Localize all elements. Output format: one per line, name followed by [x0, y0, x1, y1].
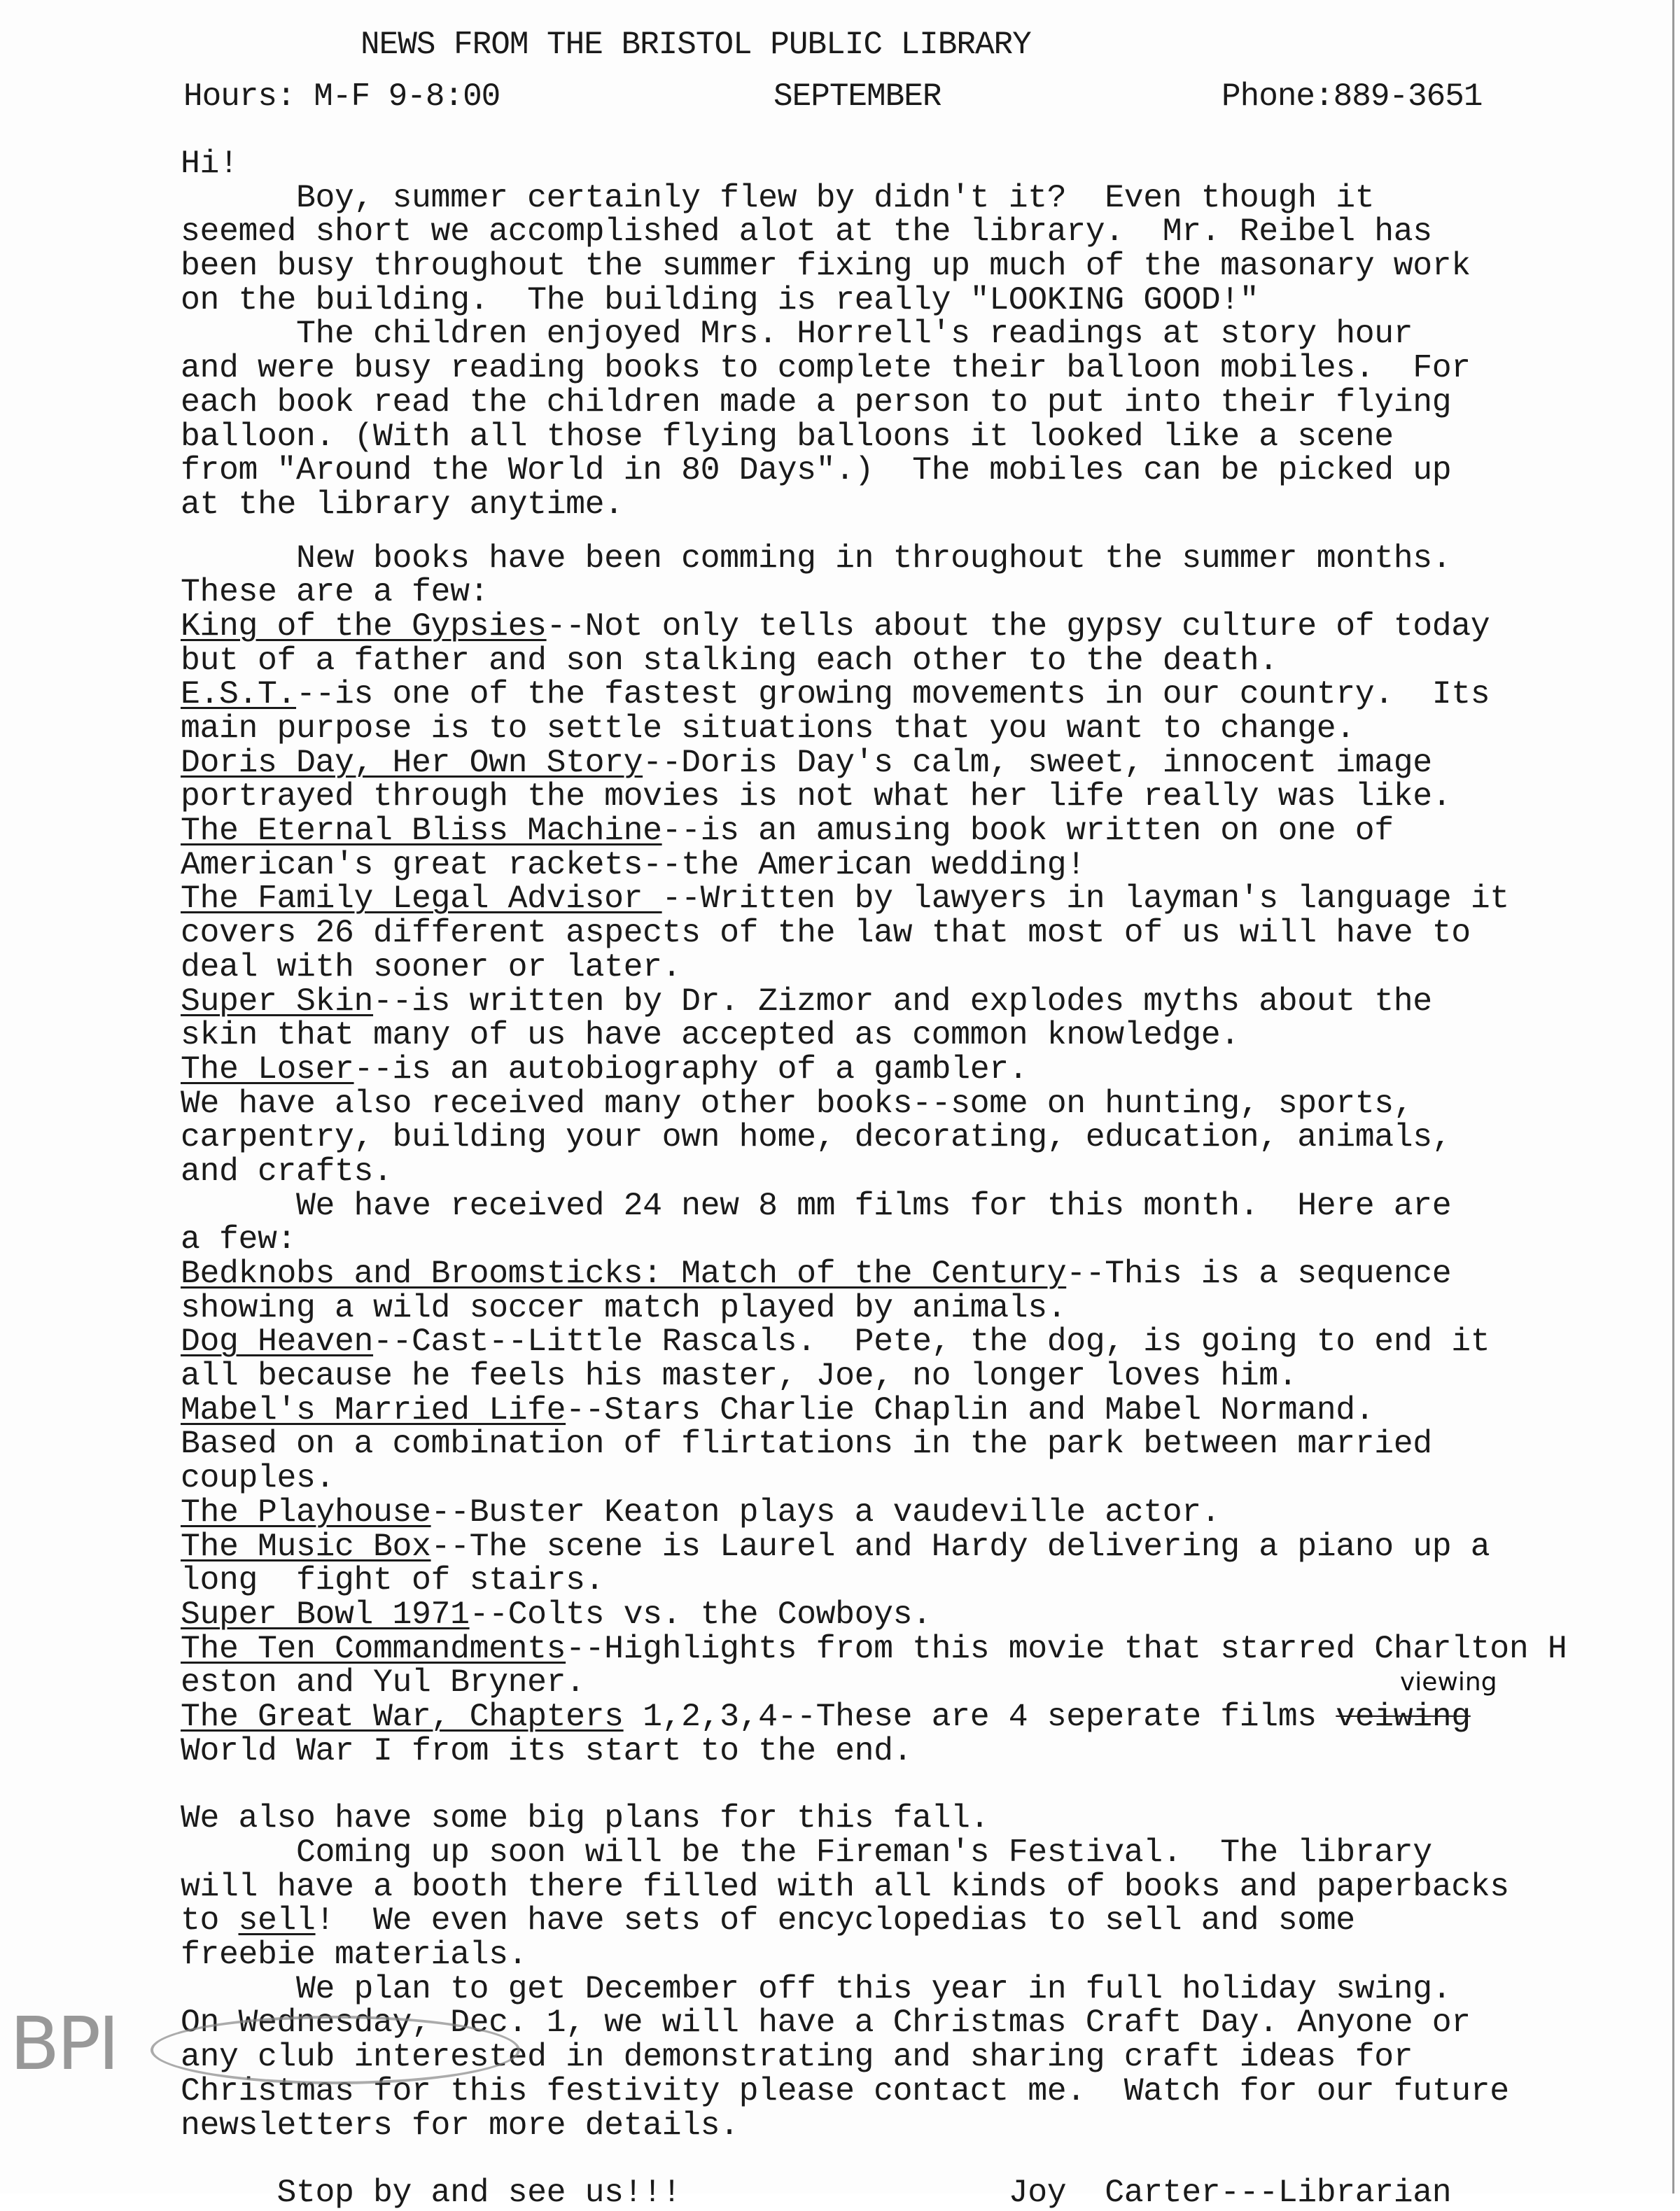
line-text: ! We even have sets of encyclopedias to sell and some [315, 1902, 1355, 1939]
text-line [181, 1595, 1665, 1633]
line-text: --Stars Charlie Chaplin and Mabel Normand. [566, 1391, 1375, 1429]
text-line [181, 1629, 1665, 1667]
line-text: --Doris Day's calm, sweet, innocent image [643, 743, 1432, 781]
item-title: Doris Day, Her Own Story [181, 743, 643, 781]
item-title: The Music Box [181, 1527, 431, 1565]
line-text: at the library anytime. [181, 485, 624, 523]
text-line [181, 1697, 1665, 1735]
text-line [181, 1461, 1665, 1496]
line-text: from "Around the World in 80 Days".) The mobiles can be picked up [181, 451, 1452, 489]
text-line [181, 845, 1665, 883]
item-title: Super Bowl 1971 [181, 1595, 470, 1633]
line-text: on the building. The building is really "LOOKING GOOD!" [181, 281, 1259, 318]
text-line [181, 1257, 1665, 1291]
item-title: Mabel's Married Life [181, 1391, 566, 1429]
line-text: --Colts vs. the Cowboys. [469, 1595, 932, 1633]
line-text: main purpose is to settle situations that you want to change. [181, 710, 1355, 747]
line-text: long fight of stairs. [181, 1561, 605, 1599]
line-text: Christmas for this festivity please contact me. Watch for our future [181, 2072, 1509, 2110]
item-title: E.S.T. [181, 675, 297, 713]
text-line [181, 1291, 1665, 1326]
text-line [181, 1836, 1665, 1870]
text-line [181, 882, 1665, 916]
text-line [181, 2106, 1665, 2144]
line-text: --Highlights from this movie that starred Charlton H [566, 1629, 1567, 1667]
text-line [181, 607, 1665, 645]
text-line [181, 485, 1665, 523]
line-text: --Not only tells about the gypsy culture of today [546, 607, 1490, 645]
struck-word: veiwing [1336, 1697, 1471, 1735]
line-text: American's great rackets--the American wedding! [181, 845, 1086, 883]
text-line [181, 1867, 1665, 1905]
text-line [181, 780, 1665, 814]
text-line [181, 383, 1665, 421]
line-text: a few: [181, 1221, 297, 1258]
library-hours: Hours: M-F 9-8:00 [183, 78, 500, 115]
line-text: We plan to get December off this year in full holiday swing. [181, 1970, 1452, 2007]
text-line [181, 814, 1665, 848]
line-text: New books have been comming in throughout the summer months. [181, 539, 1452, 577]
line-text: seemed short we accomplished alot at the library. Mr. Reibel has [181, 213, 1432, 251]
line-text: --is an amusing book written on one of [662, 812, 1394, 850]
text-line [181, 1527, 1665, 1565]
handwritten-correction: viewing [1400, 1668, 1497, 1697]
text-line [181, 1972, 1665, 2007]
text-line [181, 147, 1665, 181]
line-text: couples. [181, 1459, 335, 1497]
text-line [181, 675, 1665, 713]
line-text: to [181, 1902, 239, 1939]
line-text: World War I from its start to the end. [181, 1732, 913, 1769]
line-text: freebie materials. [181, 1936, 528, 1974]
text-line [181, 1427, 1665, 1461]
text-line [181, 743, 1665, 781]
line-text: covers 26 different aspects of the law that most of us will have to [181, 914, 1471, 952]
line-text: Based on a combination of flirtations in the park between married [181, 1425, 1432, 1463]
line-text: --is written by Dr. Zizmor and explodes myths about the [373, 982, 1432, 1020]
line-text: The children enjoyed Mrs. Horrell's readings at story hour [181, 315, 1413, 353]
underlined-word: sell [238, 1902, 316, 1939]
line-text: We have received 24 new 8 mm films for this month. Here are [181, 1186, 1452, 1224]
bpi-watermark: BPI [10, 2001, 117, 2086]
line-text: --The scene is Laurel and Hardy delivering a piano up a [430, 1527, 1490, 1565]
line-text: These are a few: [181, 573, 489, 611]
line-text: --This is a sequence [1066, 1255, 1452, 1292]
text-line [181, 451, 1665, 489]
line-text: portrayed through the movies is not what her life really was like. [181, 778, 1452, 815]
item-title: Dog Heaven [181, 1323, 374, 1361]
line-text: Boy, summer certainly flew by didn't it? Even though it [181, 178, 1375, 216]
line-text: --is an autobiography of a gambler. [354, 1050, 1028, 1088]
line-text: deal with sooner or later. [181, 948, 682, 985]
line-text: will have a booth there filled with all kinds of books and paperbacks [181, 1867, 1509, 1905]
line-text: newsletters for more details. [181, 2106, 739, 2144]
page-edge [1672, 0, 1674, 2194]
text-line [181, 249, 1665, 283]
line-text: Hi! [181, 145, 239, 182]
text-line [181, 1904, 1665, 1938]
text-line [181, 1359, 1665, 1394]
text-line [181, 215, 1665, 249]
text-line [181, 1084, 1665, 1122]
text-line [181, 1325, 1665, 1359]
text-line [181, 1152, 1665, 1190]
line-text: 1,2,3,4--These are 4 seperate films [623, 1697, 1336, 1735]
text-line [181, 916, 1665, 950]
line-text: all because he feels his master, Joe, no longer loves him. [181, 1357, 1298, 1395]
text-line [181, 1493, 1665, 1531]
line-text: We have also received many other books--some on hunting, sports, [181, 1084, 1413, 1122]
line-text: but of a father and son stalking each other to the death. [181, 641, 1278, 679]
text-line [181, 1734, 1665, 1769]
text-line [181, 417, 1665, 455]
text-line [181, 1118, 1665, 1156]
library-phone: Phone:889-3651 [1222, 78, 1483, 115]
item-title: King of the Gypsies [181, 607, 547, 645]
text-line [181, 575, 1665, 610]
newsletter-title: NEWS FROM THE BRISTOL PUBLIC LIBRARY [360, 27, 1031, 63]
line-text: On Wednesday, Dec. 1, we will have a Christmas Craft Day. Anyone or [181, 2004, 1471, 2042]
line-text: showing a wild soccer match played by animals. [181, 1289, 1067, 1326]
item-title: The Ten Commandments [181, 1629, 566, 1667]
text-line [181, 1018, 1665, 1053]
newsletter-body [181, 147, 1665, 2210]
issue-month: SEPTEMBER [774, 78, 941, 115]
item-title: Bedknobs and Broomsticks: Match of the Century [181, 1255, 1067, 1292]
text-line [181, 712, 1665, 746]
text-line [181, 1186, 1665, 1224]
text-line [181, 641, 1665, 679]
item-title: Super Skin [181, 982, 374, 1020]
text-line [181, 539, 1665, 577]
line-text: --Buster Keaton plays a vaudeville actor. [430, 1493, 1221, 1531]
item-title: The Playhouse [181, 1493, 431, 1531]
text-line [181, 1391, 1665, 1429]
line-text: balloon. (With all those flying balloons it looked like a scene [181, 417, 1394, 455]
line-text: Coming up soon will be the Fireman's Festival. The library [181, 1834, 1432, 1871]
line-text: --Cast--Little Rascals. Pete, the dog, is going to end it [373, 1323, 1490, 1361]
text-line [181, 1050, 1665, 1088]
text-line [181, 1223, 1665, 1257]
text-line [181, 1938, 1665, 1972]
item-title: The Loser [181, 1050, 354, 1088]
text-line [181, 950, 1665, 985]
item-title: The Great War, Chapters [181, 1697, 624, 1735]
text-line [181, 1561, 1665, 1599]
line-text: Stop by and see us!!! Joy Carter---Librarian [181, 2174, 1452, 2211]
line-text: carpentry, building your own home, decorating, education, animals, [181, 1118, 1452, 1156]
circled-date-mark [150, 2016, 520, 2084]
line-text: We also have some big plans for this fall. [181, 1799, 990, 1837]
item-title: The Family Legal Advisor [181, 880, 662, 918]
line-text: been busy throughout the summer fixing up much of the masonary work [181, 247, 1471, 285]
text-line [181, 982, 1665, 1020]
text-line [181, 178, 1665, 216]
text-line [181, 1799, 1665, 1837]
text-line [181, 283, 1665, 318]
line-text: and crafts. [181, 1152, 393, 1190]
line-text: each book read the children made a person to put into their flying [181, 383, 1452, 421]
line-text: --Written by lawyers in layman's language it [662, 880, 1509, 918]
line-text: --is one of the fastest growing movements in our country. Its [296, 675, 1490, 713]
line-text: any club interested in demonstrating and sharing craft ideas for [181, 2038, 1413, 2076]
text-line [181, 351, 1665, 386]
text-line [181, 317, 1665, 351]
line-text: and were busy reading books to complete their balloon mobiles. For [181, 349, 1471, 387]
line-text: eston and Yul Bryner. [181, 1664, 585, 1701]
item-title: The Eternal Bliss Machine [181, 812, 662, 850]
line-text: skin that many of us have accepted as common knowledge. [181, 1016, 1240, 1054]
